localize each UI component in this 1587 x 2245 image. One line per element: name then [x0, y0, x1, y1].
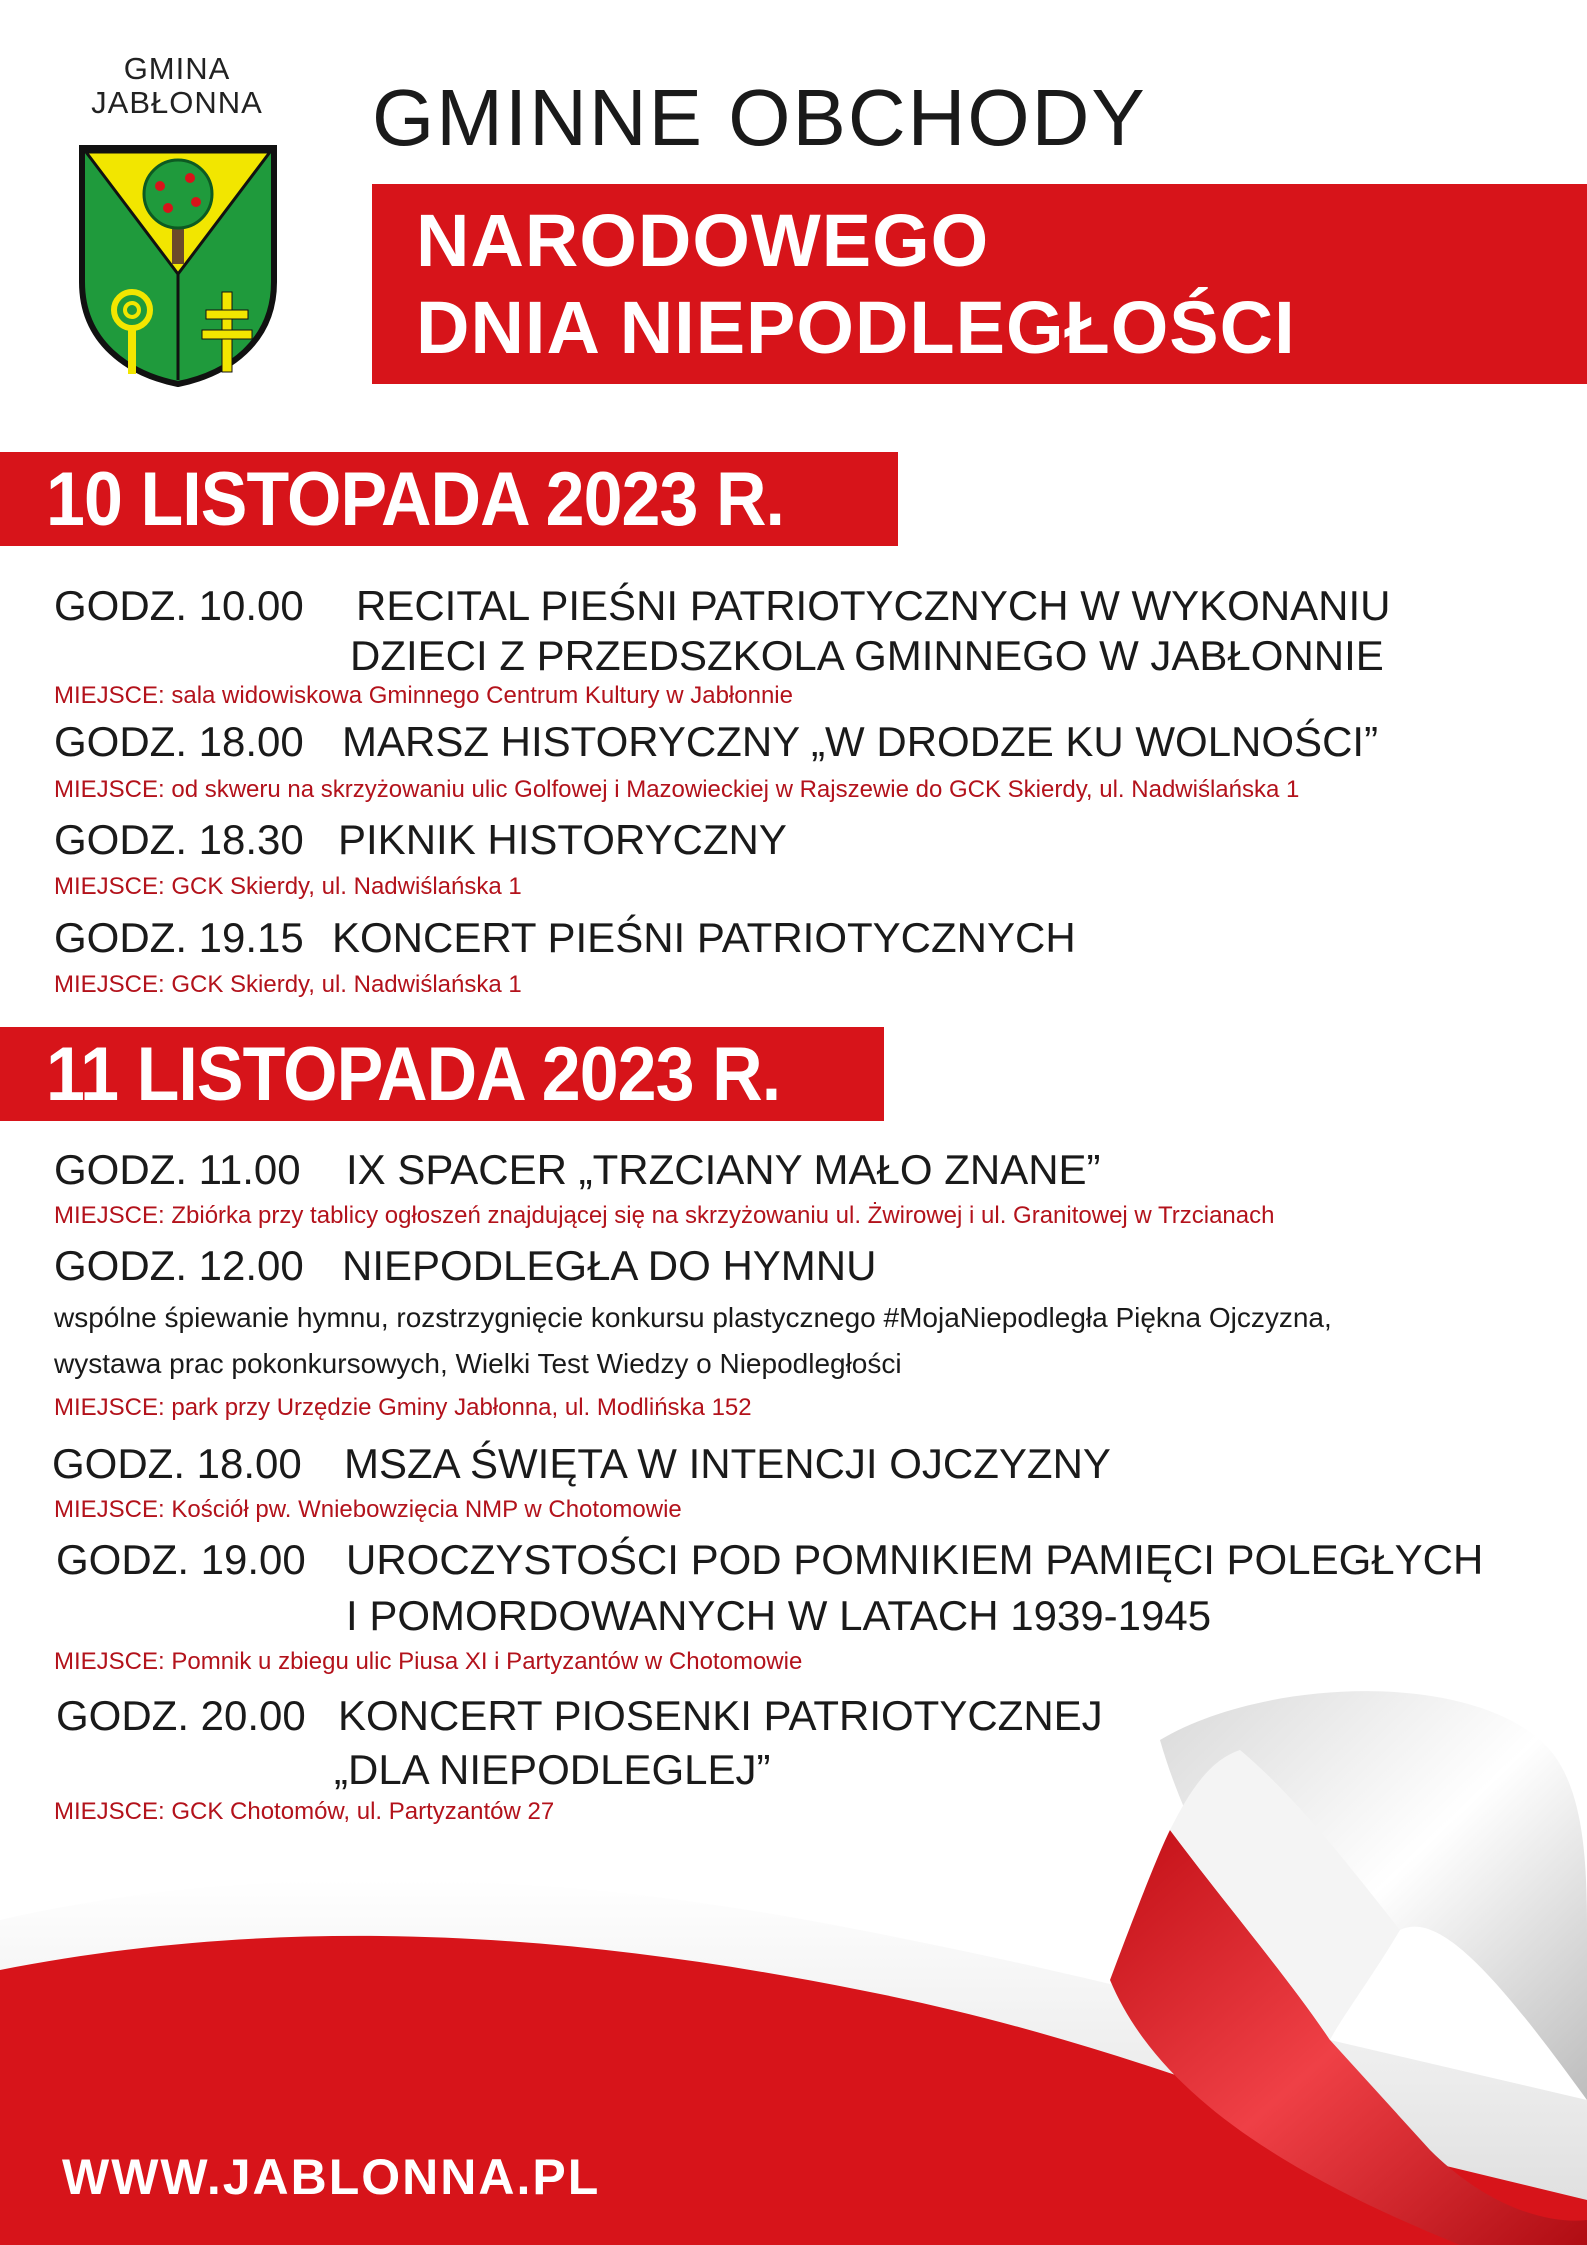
- event-title: MARSZ HISTORYCZNY „W DRODZE KU WOLNOŚCI”: [342, 718, 1379, 765]
- event-place: MIEJSCE: Zbiórka przy tablicy ogłoszeń znajdującej się na skrzyżowaniu ul. Żwirowej i ul. Granitowej w Trzcianach: [54, 1202, 1275, 1229]
- event-title-line2: I POMORDOWANYCH W LATACH 1939-1945: [346, 1592, 1212, 1639]
- title-line-1: NARODOWEGO: [416, 199, 990, 282]
- event-place: MIEJSCE: Pomnik u zbiegu ulic Piusa XI i Partyzantów w Chotomowie: [54, 1648, 803, 1675]
- event-description-line1: wspólne śpiewanie hymnu, rozstrzygnięcie konkursu plastycznego #MojaNiepodległa Piękna Ojczyzna,: [54, 1302, 1332, 1333]
- municipality-name: [62, 52, 292, 120]
- event-time: GODZ. 20.00: [56, 1692, 306, 1739]
- event-time: GODZ. 10.00: [54, 582, 304, 629]
- event-time: GODZ. 19.15: [54, 914, 304, 961]
- event-title: RECITAL PIEŚNI PATRIOTYCZNYCH W WYKONANIU: [356, 582, 1391, 629]
- event-place: MIEJSCE: Kościół pw. Wniebowzięcia NMP w Chotomowie: [54, 1496, 682, 1523]
- event-title: KONCERT PIOSENKI PATRIOTYCZNEJ: [338, 1692, 1103, 1739]
- event-time: GODZ. 11.00: [54, 1146, 301, 1193]
- event-time: GODZ. 12.00: [54, 1242, 304, 1289]
- event-place: MIEJSCE: sala widowiskowa Gminnego Centrum Kultury w Jabłonnie: [54, 682, 793, 709]
- event-title: NIEPODLEGŁA DO HYMNU: [342, 1242, 877, 1289]
- event-title-line2: DZIECI Z PRZEDSZKOLA GMINNEGO W JABŁONNIE: [350, 632, 1384, 679]
- municipality-name-line2: JABŁONNA: [91, 85, 263, 120]
- page-title: GMINNE OBCHODY: [372, 73, 1147, 162]
- event-title: MSZA ŚWIĘTA W INTENCJI OJCZYZNY: [344, 1440, 1111, 1487]
- event-time: GODZ. 18.30: [54, 816, 304, 863]
- title-line-2: DNIA NIEPODLEGŁOŚCI: [416, 286, 1296, 369]
- event-title: UROCZYSTOŚCI POD POMNIKIEM PAMIĘCI POLEGŁYCH: [346, 1536, 1484, 1583]
- event-title-line2: „DLA NIEPODLEGLEJ”: [334, 1746, 771, 1793]
- event-place: MIEJSCE: od skweru na skrzyżowaniu ulic Golfowej i Mazowieckiej w Rajszewie do GCK Skierdy, ul. Nadwiślańska 1: [54, 776, 1300, 803]
- municipality-name-line1: GMINA: [123, 51, 231, 86]
- date-heading-day1: 10 LISTOPADA 2023 R.: [46, 457, 785, 542]
- event-place: MIEJSCE: GCK Chotomów, ul. Partyzantów 27: [54, 1798, 555, 1825]
- event-title: IX SPACER „TRZCIANY MAŁO ZNANE”: [346, 1146, 1101, 1193]
- event-title: KONCERT PIEŚNI PATRIOTYCZNYCH: [332, 914, 1076, 961]
- event-item: [0, 582, 1587, 692]
- event-time: GODZ. 19.00: [56, 1536, 306, 1583]
- event-description-line2: wystawa prac pokonkursowych, Wielki Test Wiedzy o Niepodległości: [54, 1348, 902, 1379]
- coat-of-arms-icon: [78, 142, 278, 387]
- event-time: GODZ. 18.00: [54, 718, 304, 765]
- event-place: MIEJSCE: GCK Skierdy, ul. Nadwiślańska 1: [54, 873, 522, 900]
- event-place: MIEJSCE: park przy Urzędzie Gminy Jabłonna, ul. Modlińska 152: [54, 1394, 752, 1421]
- date-heading-day2: 11 LISTOPADA 2023 R.: [46, 1032, 781, 1117]
- event-item: [0, 1536, 1587, 1646]
- event-time: GODZ. 18.00: [52, 1440, 302, 1487]
- website-url[interactable]: WWW.JABLONNA.PL: [62, 2149, 601, 2205]
- event-title: PIKNIK HISTORYCZNY: [338, 816, 787, 863]
- event-place: MIEJSCE: GCK Skierdy, ul. Nadwiślańska 1: [54, 971, 522, 998]
